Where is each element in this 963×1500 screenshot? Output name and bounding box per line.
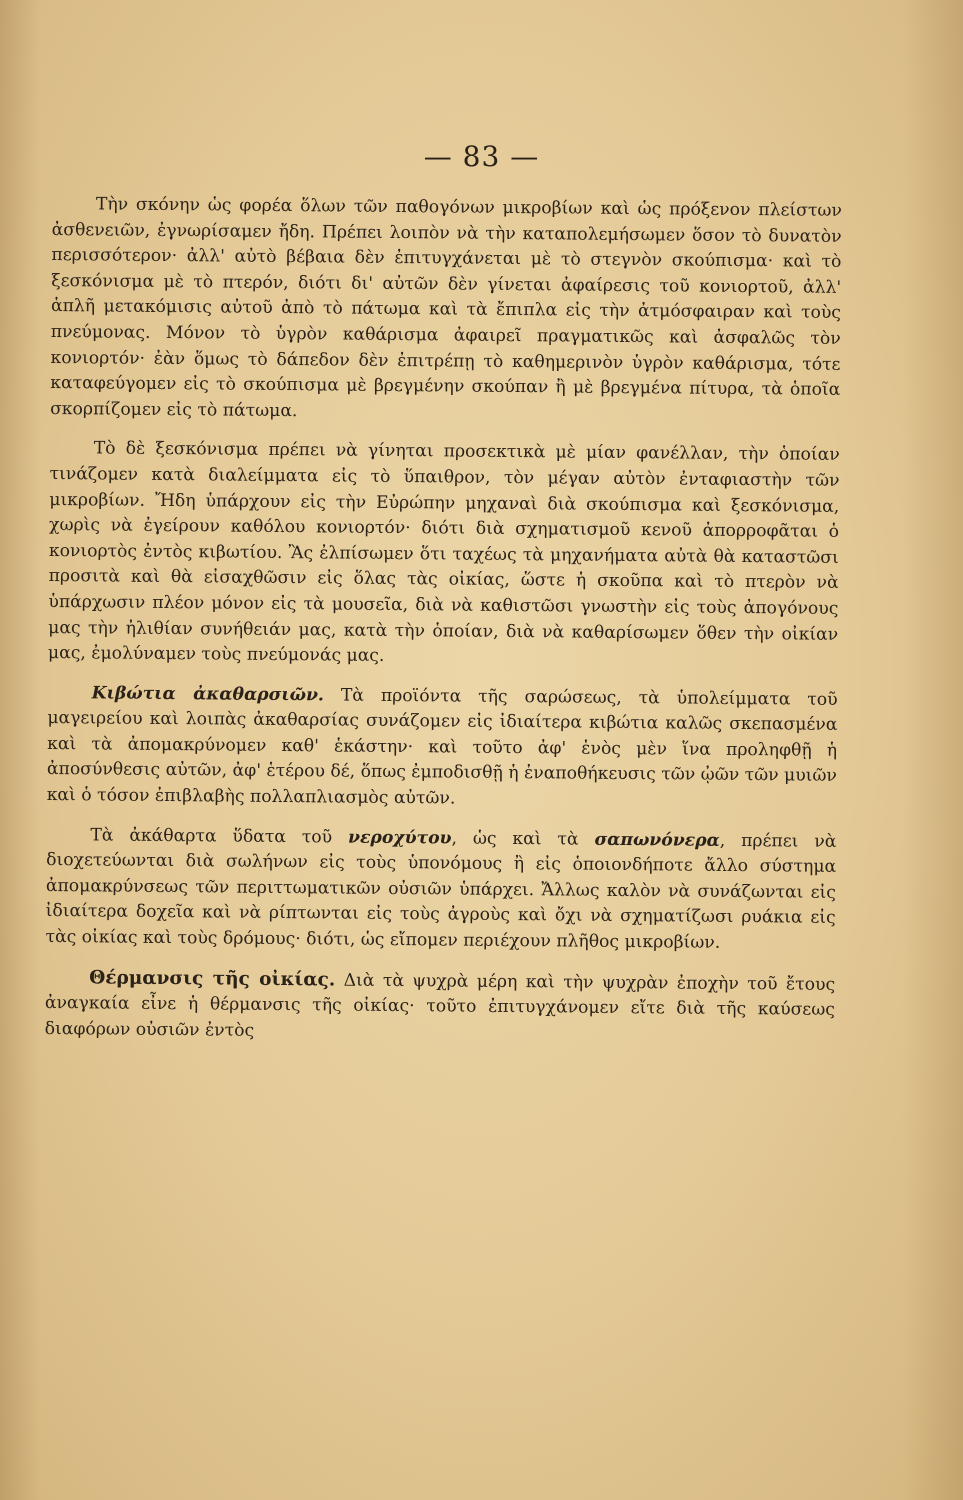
paragraph-dusting: Τὸ δὲ ξεσκόνισμα πρέπει νὰ γίνηται προσεκτικὰ μὲ μίαν φανέλλαν, τὴν ὁποίαν τινάζομεν κατὰ διαλείμματα εἰς τὸ ὕπαιθρον, τὸν μέγαν αὐτὸν ἐνταφιαστὴν τῶν μικροβίων. Ἤδη ὑπάρχουν εἰς τὴν Εὐρώπην μηχαναὶ διὰ σκούπισμα καὶ ξεσκόνισμα, χωρὶς νὰ ἐγείρουν καθόλου κονιορτόν· διότι διὰ σχηματισμοῦ κενοῦ ἀπορροφᾶται ὁ κονιορτὸς ἐντὸς κιβωτίου. Ἂς ἐλπίσωμεν ὅτι ταχέως τὰ μηχανήματα αὐτὰ θὰ καταστῶσι προσιτὰ καὶ θὰ εἰσαχθῶσιν εἰς ὅλας τὰς οἰκίας, ὥστε ἡ σκοῦπα καὶ τὸ πτερὸν νὰ ὑπάρχωσιν πλέον μόνον εἰς τὰ μουσεῖα, διὰ νὰ καθιστῶσι γνωστὴν εἰς τοὺς ἀπογόνους μας τὴν ἠλιθίαν συνήθειάν μας, κατὰ τὴν ὁποίαν, διὰ νὰ καθαρίσωμεν ὅθεν τὴν οἰκίαν μας, ἐμολύναμεν τοὺς πνεύμονάς μας. <box>47 438 840 667</box>
section-heading-waste-bins: Κιβώτια ἀκαθαρσιῶν. <box>91 683 325 706</box>
paragraph-waste-water-mid: , ὡς καὶ τὰ <box>451 828 579 850</box>
page-number: — 83 — <box>423 140 540 173</box>
paragraph-waste-bins <box>47 681 838 816</box>
paragraph-heating <box>45 965 836 1050</box>
section-heading-heating: Θέρμανσις τῆς οἰκίας. <box>89 966 336 991</box>
paragraph-waste-water-start: Τὰ ἀκάθαρτα ὕδατα τοῦ <box>90 825 333 848</box>
paragraph-waste-water <box>45 823 836 958</box>
paragraph-waste-bins-text: Τὰ προϊόντα τῆς σαρώσεως, τὰ ὑπολείμματα τοῦ μαγειρείου καὶ λοιπὰς ἀκαθαρσίας συνάζομεν εἰς ἰδιαίτερα κιβώτια καλῶς σκεπασμένα καὶ τὰ ἀπομακρύνομεν καθ' ἑκάστην· καὶ τοῦτο ἀφ' ἑνὸς μὲν ἵνα προληφθῇ ἡ ἀποσύνθεσις αὐτῶν, ἀφ' ἑτέρου δέ, ὅπως ἐμποδισθῇ ἡ ἐναποθήκευσις τῶν ᾠῶν τῶν μυιῶν καὶ ὁ τόσον ἐπιβλαβὴς πολλαπλιασμὸς αὐτῶν. <box>46 685 838 809</box>
body-text <box>45 192 842 1049</box>
paragraph-dust: Τὴν σκόνην ὡς φορέα ὅλων τῶν παθογόνων μικροβίων καὶ ὡς πρόξενον πλείστων ἀσθενειῶν, ἐγνωρίσαμεν ἤδη. Πρέπει λοιπὸν νὰ τὴν καταπολεμήσωμεν ὅσον τὸ δυνατὸν περισσότερον· ἀλλ' αὐτὸ βέβαια δὲν ἐπιτυγχάνεται μὲ τὸ στεγνὸν σκούπισμα· καὶ τὸ ξεσκόνισμα μὲ τὸ πτερόν, διότι δι' αὐτῶν δὲν γίνεται ἀφαίρεσις τοῦ κονιορτοῦ, ἀλλ' ἁπλῆ μετακόμισις αὐτοῦ ἀπὸ τὸ πάτωμα καὶ τὰ ἔπιπλα εἰς τὴν ἀτμόσφαιραν καὶ τοὺς πνεύμονας. Μόνον τὸ ὑγρὸν καθάρισμα ἀφαιρεῖ πραγματικῶς καὶ ἀσφαλῶς τὸν κονιορτόν· ἐὰν ὅμως τὸ δάπεδον δὲν ἐπιτρέπῃ τὸ καθημερινὸν ὑγρὸν καθάρισμα, τότε καταφεύγομεν εἰς τὸ σκούπισμα μὲ βρεγμένην σκούπαν ἢ μὲ βρεγμένα πίτυρα, τὰ ὁποῖα σκορπίζομεν εἰς τὸ πάτωμα. <box>50 194 842 421</box>
emphasis-sink: νεροχύτου <box>347 827 452 849</box>
paragraph-heating-text: Διὰ τὰ ψυχρὰ μέρη καὶ τὴν ψυχρὰν ἐποχὴν τοῦ ἔτους ἀναγκαία εἶνε ἡ θέρμανσις τῆς οἰκίας· τοῦτο ἐπιτυγχάνομεν εἴτε διὰ τῆς καύσεως διαφόρων οὐσιῶν ἐντὸς <box>44 970 836 1041</box>
emphasis-soapy-water: σαπωνόνερα <box>594 829 720 851</box>
paragraph-waste-water-end: , πρέπει νὰ διοχετεύωνται διὰ σωλήνων εἰς τοὺς ὑπονόμους ἢ εἰς ὁποιονδήποτε ἄλλο σύστημα ἀπομακρύνσεως τῶν περιττωματικῶν οὐσιῶν ὑπάρχει. Ἄλλως καλὸν νὰ συνάζωνται εἰς ἰδιαίτερα δοχεῖα καὶ νὰ ρίπτωνται εἰς τοὺς ἀγροὺς καὶ ὄχι νὰ σχηματίζωσι ρυάκια εἰς τὰς οἰκίας καὶ τοὺς δρόμους· διότι, ὡς εἴπομεν περιέχουν πλῆθος μικροβίων. <box>45 830 837 953</box>
